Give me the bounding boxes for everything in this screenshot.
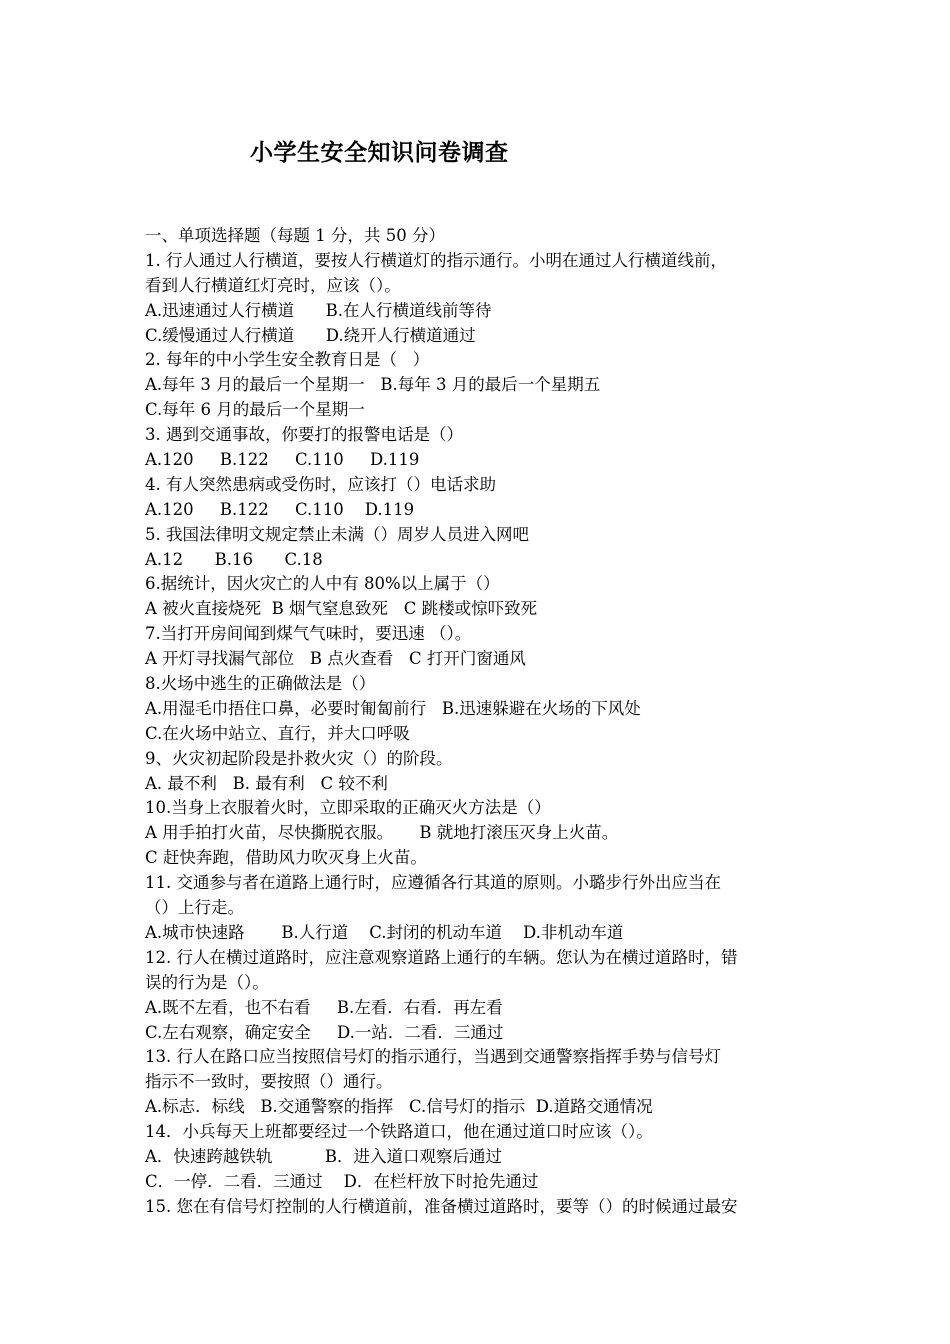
question-11-options: A.城市快速路 B.人行道 C.封闭的机动车道 D.非机动车道 bbox=[145, 922, 624, 942]
question-2-text: 2. 每年的中小学生安全教育日是（ ） bbox=[145, 350, 430, 370]
question-3-text: 3. 遇到交通事故，你要打的报警电话是（） bbox=[145, 425, 463, 445]
question-10-text: 10.当身上衣服着火时，立即采取的正确灭火方法是（） bbox=[145, 798, 551, 818]
question-15-text: 15. 您在有信号灯控制的人行横道前，准备横过道路时，要等（）的时候通过最安 bbox=[145, 1196, 738, 1216]
questionnaire-body bbox=[145, 224, 815, 1220]
question-8-text: 8.火场中逃生的正确做法是（） bbox=[145, 674, 376, 694]
question-13-text-cont: 指示不一致时，要按照（）通行。 bbox=[145, 1072, 393, 1092]
question-7-options: A 开灯寻找漏气部位 B 点火查看 C 打开门窗通风 bbox=[145, 649, 526, 669]
document-title: 小学生安全知识问卷调查 bbox=[250, 139, 509, 166]
question-4-options: A.120 B.122 C.110 D.119 bbox=[145, 499, 415, 519]
question-2-options-c: C.每年 6 月的最后一个星期一 bbox=[145, 400, 365, 420]
question-1-text-cont: 看到人行横道红灯亮时，应该（）。 bbox=[145, 275, 401, 295]
section-heading: 一、单项选择题（每题 1 分，共 50 分） bbox=[145, 226, 445, 245]
question-12-text-cont: 误的行为是（）。 bbox=[145, 972, 269, 992]
question-12-options-cd: C.左右观察，确定安全 D.一站．二看．三通过 bbox=[145, 1022, 504, 1042]
question-10-options-c: C 赶快奔跑，借助风力吹灭身上火苗。 bbox=[145, 848, 427, 868]
question-6-text: 6.据统计，因火灾亡的人中有 80%以上属于（） bbox=[145, 574, 500, 594]
question-12-options-ab: A.既不左看，也不右看 B.左看．右看．再左看 bbox=[145, 997, 503, 1017]
question-13-options: A.标志．标线 B.交通警察的指挥 C.信号灯的指示 D.道路交通情况 bbox=[145, 1097, 653, 1117]
question-9-text: 9、火灾初起阶段是扑救火灾（）的阶段。 bbox=[145, 748, 453, 768]
question-1-text: 1. 行人通过人行横道，要按人行横道灯的指示通行。小明在通过人行横道线前， bbox=[145, 250, 727, 270]
question-8-options-ab: A.用湿毛巾捂住口鼻，必要时匍匐前行 B.迅速躲避在火场的下风处 bbox=[145, 698, 641, 718]
question-11-text-cont: （）上行走。 bbox=[145, 898, 244, 918]
question-14-text: 14．小兵每天上班都要经过一个铁路道口，他在通过道口时应该（）。 bbox=[145, 1122, 653, 1142]
question-13-text: 13. 行人在路口应当按照信号灯的指示通行，当遇到交通警察指挥手势与信号灯 bbox=[145, 1047, 721, 1067]
question-9-options: A. 最不利 B. 最有利 C 较不利 bbox=[145, 773, 388, 793]
question-11-text: 11. 交通参与者在道路上通行时，应遵循各行其道的原则。小璐步行外出应当在 bbox=[145, 873, 721, 893]
question-7-text: 7.当打开房间闻到煤气气味时，要迅速 （）。 bbox=[145, 624, 472, 644]
question-12-text: 12. 行人在横过道路时，应注意观察道路上通行的车辆。您认为在横过道路时，错 bbox=[145, 947, 738, 967]
question-2-options-ab: A.每年 3 月的最后一个星期一 B.每年 3 月的最后一个星期五 bbox=[145, 375, 601, 395]
question-1-options-cd: C.缓慢通过人行横道 D.绕开人行横道通过 bbox=[145, 325, 476, 345]
question-10-options-ab: A 用手拍打火苗，尽快撕脱衣服。 B 就地打滚压灭身上火苗。 bbox=[145, 823, 619, 843]
question-14-options-ab: A．快速跨越铁轨 B．进入道口观察后通过 bbox=[145, 1146, 502, 1166]
question-1-options-ab: A.迅速通过人行横道 B.在人行横道线前等待 bbox=[145, 300, 492, 320]
question-5-text: 5. 我国法律明文规定禁止未满（）周岁人员进入网吧 bbox=[145, 524, 529, 544]
question-3-options: A.120 B.122 C.110 D.119 bbox=[145, 450, 420, 470]
question-6-options: A 被火直接烧死 B 烟气窒息致死 C 跳楼或惊吓致死 bbox=[145, 599, 538, 619]
question-14-options-cd: C．一停．二看．三通过 D．在栏杆放下时抢先通过 bbox=[145, 1171, 539, 1191]
question-4-text: 4. 有人突然患病或受伤时，应该打（）电话求助 bbox=[145, 474, 496, 494]
question-5-options: A.12 B.16 C.18 bbox=[145, 549, 323, 569]
question-8-options-c: C.在火场中站立、直行，并大口呼吸 bbox=[145, 723, 410, 743]
